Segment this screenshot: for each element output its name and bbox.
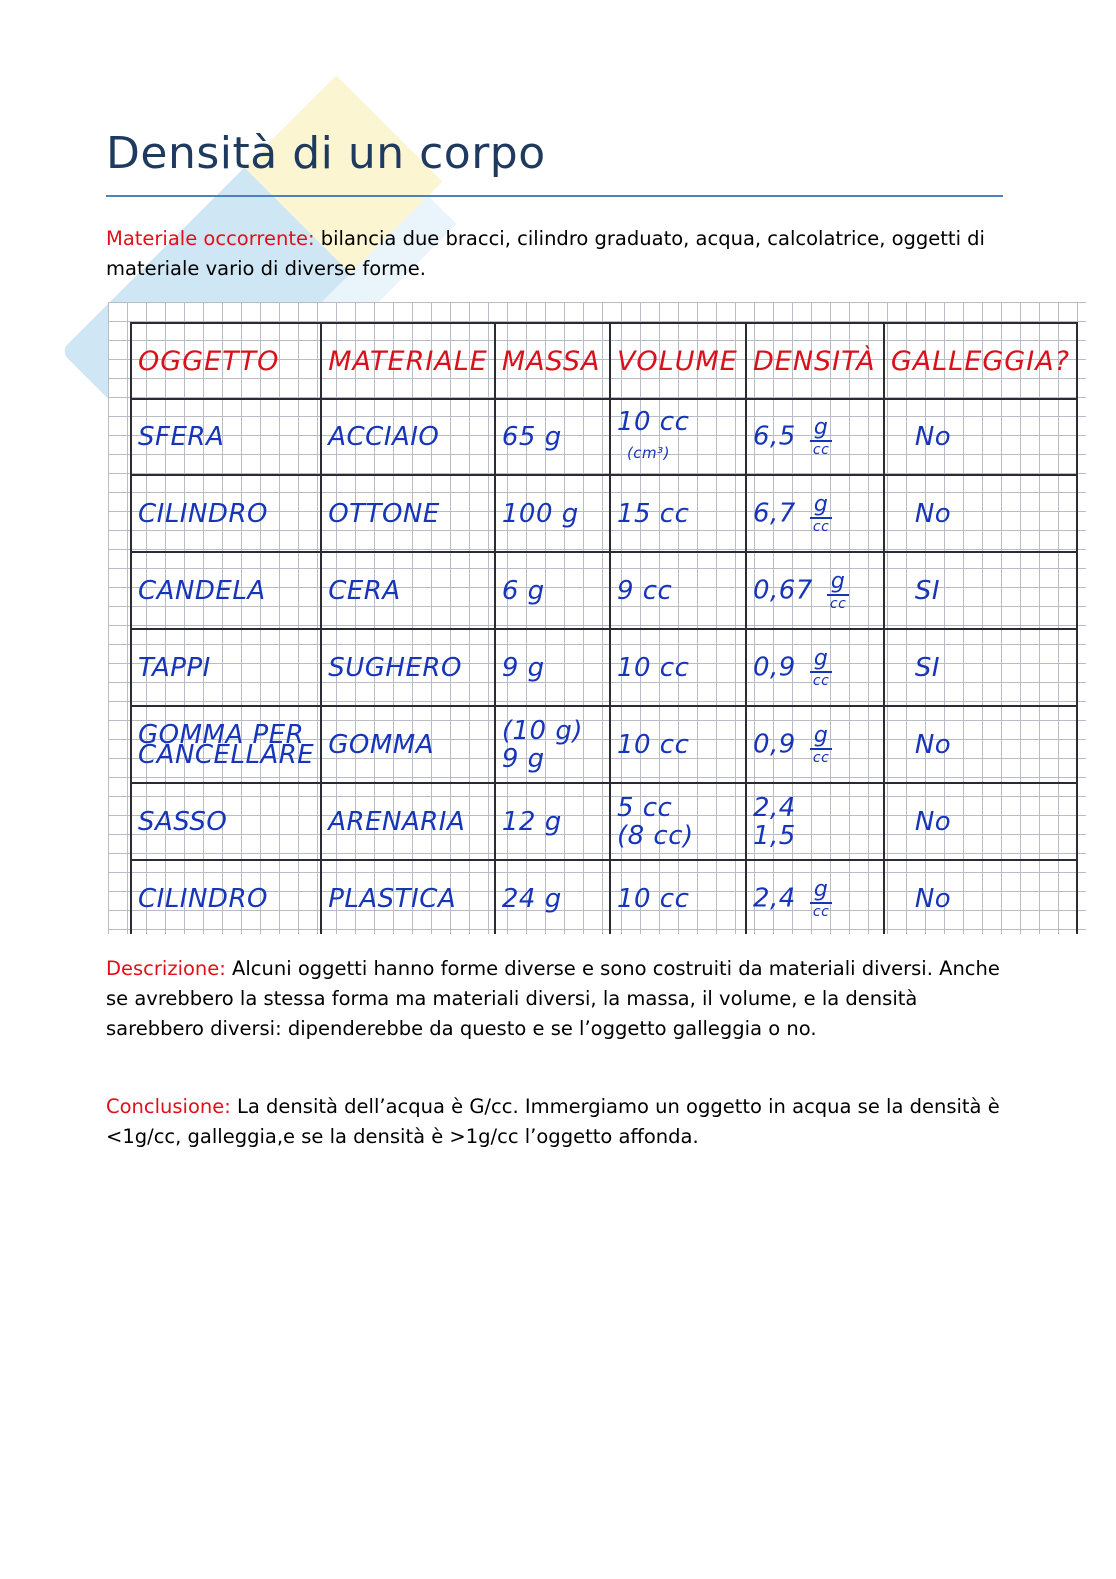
materiale-paragraph — [106, 224, 1006, 284]
table-row — [131, 475, 1077, 552]
unit-den: cc — [829, 595, 847, 612]
descrizione-paragraph — [106, 954, 1006, 1044]
unit-den: cc — [812, 749, 830, 766]
density-unit — [827, 570, 849, 612]
header-massa: MASSA — [495, 323, 610, 399]
cell-volume: 10 cc — [610, 860, 746, 934]
volume-value: 5 cc — [616, 792, 673, 823]
cell-volume — [610, 783, 746, 860]
page-title: Densità di un corpo — [106, 128, 546, 179]
unit-den: cc — [812, 672, 830, 689]
cell-massa: 100 g — [495, 475, 610, 552]
volume-value: 10 cc — [616, 407, 690, 437]
cell-galleggia: No — [884, 399, 1077, 475]
cell-oggetto: TAPPI — [131, 629, 321, 706]
cell-materiale: ACCIAIO — [321, 399, 495, 475]
cell-materiale: CERA — [321, 552, 495, 629]
cell-materiale: ARENARIA — [321, 783, 495, 860]
density-value: 6,7 — [753, 498, 796, 528]
unit-den: cc — [812, 442, 830, 458]
density-value: 2,4 — [753, 883, 796, 913]
table-row — [131, 706, 1077, 783]
table-row — [131, 860, 1077, 934]
cell-massa — [495, 706, 610, 783]
table-row — [131, 552, 1077, 629]
density-value-2: 1,5 — [753, 820, 796, 851]
cell-galleggia: No — [884, 783, 1077, 860]
cell-densita — [746, 706, 884, 783]
massa-value-2: 9 g — [501, 743, 545, 774]
table-row — [131, 783, 1077, 860]
cell-massa: 9 g — [495, 629, 610, 706]
cell-materiale: SUGHERO — [321, 629, 495, 706]
table-row — [131, 399, 1077, 475]
cell-massa: 12 g — [495, 783, 610, 860]
cell-massa: 24 g — [495, 860, 610, 934]
cell-volume: 10 cc — [610, 706, 746, 783]
cell-volume: 15 cc — [610, 475, 746, 552]
density-value: 0,67 — [753, 575, 813, 605]
conclusione-paragraph — [106, 1092, 1006, 1152]
cell-galleggia: No — [884, 706, 1077, 783]
cell-materiale: PLASTICA — [321, 860, 495, 934]
cell-materiale: OTTONE — [321, 475, 495, 552]
cell-densita — [746, 399, 884, 475]
density-unit — [810, 416, 832, 458]
descrizione-text: Alcuni oggetti hanno forme diverse e sono costruiti da materiali diversi. Anche se avrebbero la stessa forma ma materiali diversi, la massa, il volume, e la densità sarebbero diversi: dipenderebbe da questo e se l’oggetto galleggia o no. — [106, 957, 1000, 1040]
density-value: 2,4 — [753, 792, 796, 823]
cell-oggetto: CILINDRO — [131, 475, 321, 552]
header-materiale: MATERIALE — [321, 323, 495, 399]
unit-den: cc — [812, 518, 830, 535]
unit-num: g — [810, 724, 832, 750]
header-galleggia: GALLEGGIA? — [884, 323, 1077, 399]
materiale-label: Materiale occorrente: — [106, 227, 315, 250]
cell-materiale: GOMMA — [321, 706, 495, 783]
cell-densita — [746, 783, 884, 860]
unit-den: cc — [812, 903, 830, 920]
cell-oggetto: CANDELA — [131, 552, 321, 629]
cell-oggetto: CILINDRO — [131, 860, 321, 934]
density-value: 0,9 — [753, 652, 796, 682]
density-unit — [810, 493, 832, 535]
cell-volume — [610, 399, 746, 475]
volume-note: (cm³) — [626, 443, 671, 462]
cell-densita — [746, 629, 884, 706]
cell-galleggia: SI — [884, 629, 1077, 706]
cell-volume: 10 cc — [610, 629, 746, 706]
conclusione-label: Conclusione: — [106, 1095, 231, 1118]
cell-oggetto: GOMMA PER CANCELLARE — [131, 706, 321, 783]
unit-num: g — [827, 570, 849, 596]
density-value: 6,5 — [753, 421, 796, 452]
density-unit — [810, 647, 832, 689]
cell-galleggia: No — [884, 860, 1077, 934]
header-volume: VOLUME — [610, 323, 746, 399]
cell-oggetto: SFERA — [131, 399, 321, 475]
cell-densita — [746, 475, 884, 552]
cell-densita — [746, 552, 884, 629]
cell-galleggia: No — [884, 475, 1077, 552]
handwritten-table-photo — [108, 302, 1086, 934]
cell-massa: 6 g — [495, 552, 610, 629]
density-unit — [810, 724, 832, 766]
table-row — [131, 629, 1077, 706]
unit-num: g — [810, 493, 832, 519]
density-value: 0,9 — [753, 729, 796, 759]
unit-num: g — [810, 416, 832, 442]
unit-num: g — [810, 647, 832, 673]
density-unit — [810, 878, 832, 920]
cell-massa: 65 g — [495, 399, 610, 475]
unit-num: g — [810, 878, 832, 904]
header-oggetto: OGGETTO — [131, 323, 321, 399]
header-densita: DENSITÀ — [746, 323, 884, 399]
density-table — [130, 322, 1078, 934]
cell-galleggia: SI — [884, 552, 1077, 629]
cell-densita — [746, 860, 884, 934]
table-header-row — [131, 323, 1077, 399]
title-underline — [106, 195, 1003, 197]
cell-oggetto: SASSO — [131, 783, 321, 860]
cell-volume: 9 cc — [610, 552, 746, 629]
volume-value-2: (8 cc) — [616, 820, 694, 851]
materiale-text: bilancia due bracci, cilindro graduato, acqua, calcolatrice, oggetti di materiale vario di diverse forme. — [106, 227, 985, 280]
conclusione-text: La densità dell’acqua è G/cc. Immergiamo un oggetto in acqua se la densità è <1g/cc, galleggia,e se la densità è >1g/cc l’oggetto affonda. — [106, 1095, 1000, 1148]
descrizione-label: Descrizione: — [106, 957, 226, 980]
massa-value: (10 g) — [501, 715, 584, 746]
